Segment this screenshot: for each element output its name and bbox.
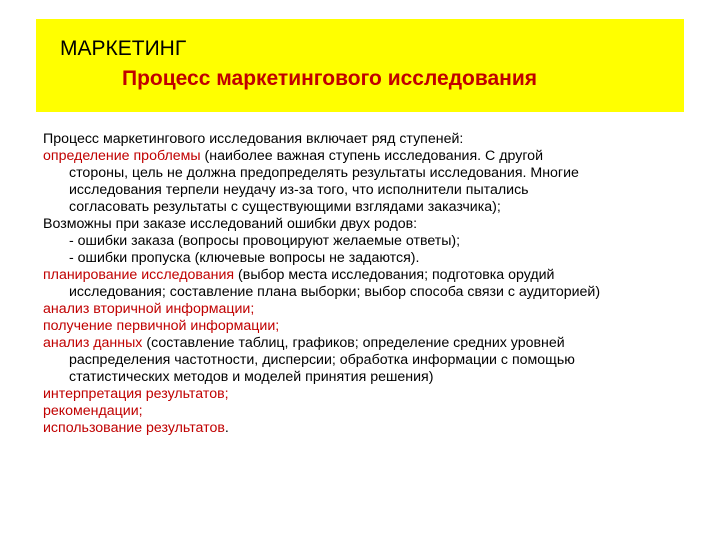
step-description: (выбор места исследования; подготовка орудий (234, 267, 555, 283)
error-item: - ошибки пропуска (ключевые вопросы не задаются). (69, 250, 420, 266)
step-description: (наиболее важная ступень исследования. С другой (200, 148, 543, 164)
step-secondary-analysis: анализ вторичной информации; (43, 301, 255, 317)
continuation-line: статистических методов и моделей принятия решения) (69, 369, 434, 385)
step-planning (43, 267, 693, 284)
step-term: определение проблемы (43, 148, 201, 164)
step-description: (составление таблиц, графиков; определение средних уровней (142, 335, 565, 351)
body-text (43, 131, 693, 437)
page-title: МАРКЕТИНГ (60, 37, 187, 60)
step-problem-definition (43, 148, 693, 165)
step-recommendations: рекомендации; (43, 403, 143, 419)
error-item: - ошибки заказа (вопросы провоцируют желаемые ответы); (69, 233, 461, 249)
title-banner (36, 19, 684, 112)
step-interpretation: интерпретация результатов; (43, 386, 229, 402)
errors-intro: Возможны при заказе исследований ошибки двух родов: (43, 216, 418, 232)
intro-line: Процесс маркетингового исследования включает ряд ступеней: (43, 131, 464, 147)
continuation-line: стороны, цель не должна предопределять результаты исследования. Многие (69, 165, 579, 181)
step-term: анализ данных (43, 335, 143, 351)
step-term: планирование исследования (43, 267, 235, 283)
continuation-line: согласовать результаты с существующими взглядами заказчика); (69, 199, 501, 215)
step-term: использование результатов (43, 420, 225, 436)
step-terminator: . (224, 420, 229, 436)
continuation-line: исследования терпели неудачу из-за того, что исполнители пытались (69, 182, 529, 198)
step-data-analysis (43, 335, 693, 352)
continuation-line: распределения частотности, дисперсии; обработка информации с помощью (69, 352, 575, 368)
step-usage (43, 420, 693, 437)
step-primary-collection: получение первичной информации; (43, 318, 280, 334)
continuation-line: исследования; составление плана выборки; выбор способа связи с аудиторией) (69, 284, 601, 300)
page-subtitle: Процесс маркетингового исследования (122, 67, 538, 90)
